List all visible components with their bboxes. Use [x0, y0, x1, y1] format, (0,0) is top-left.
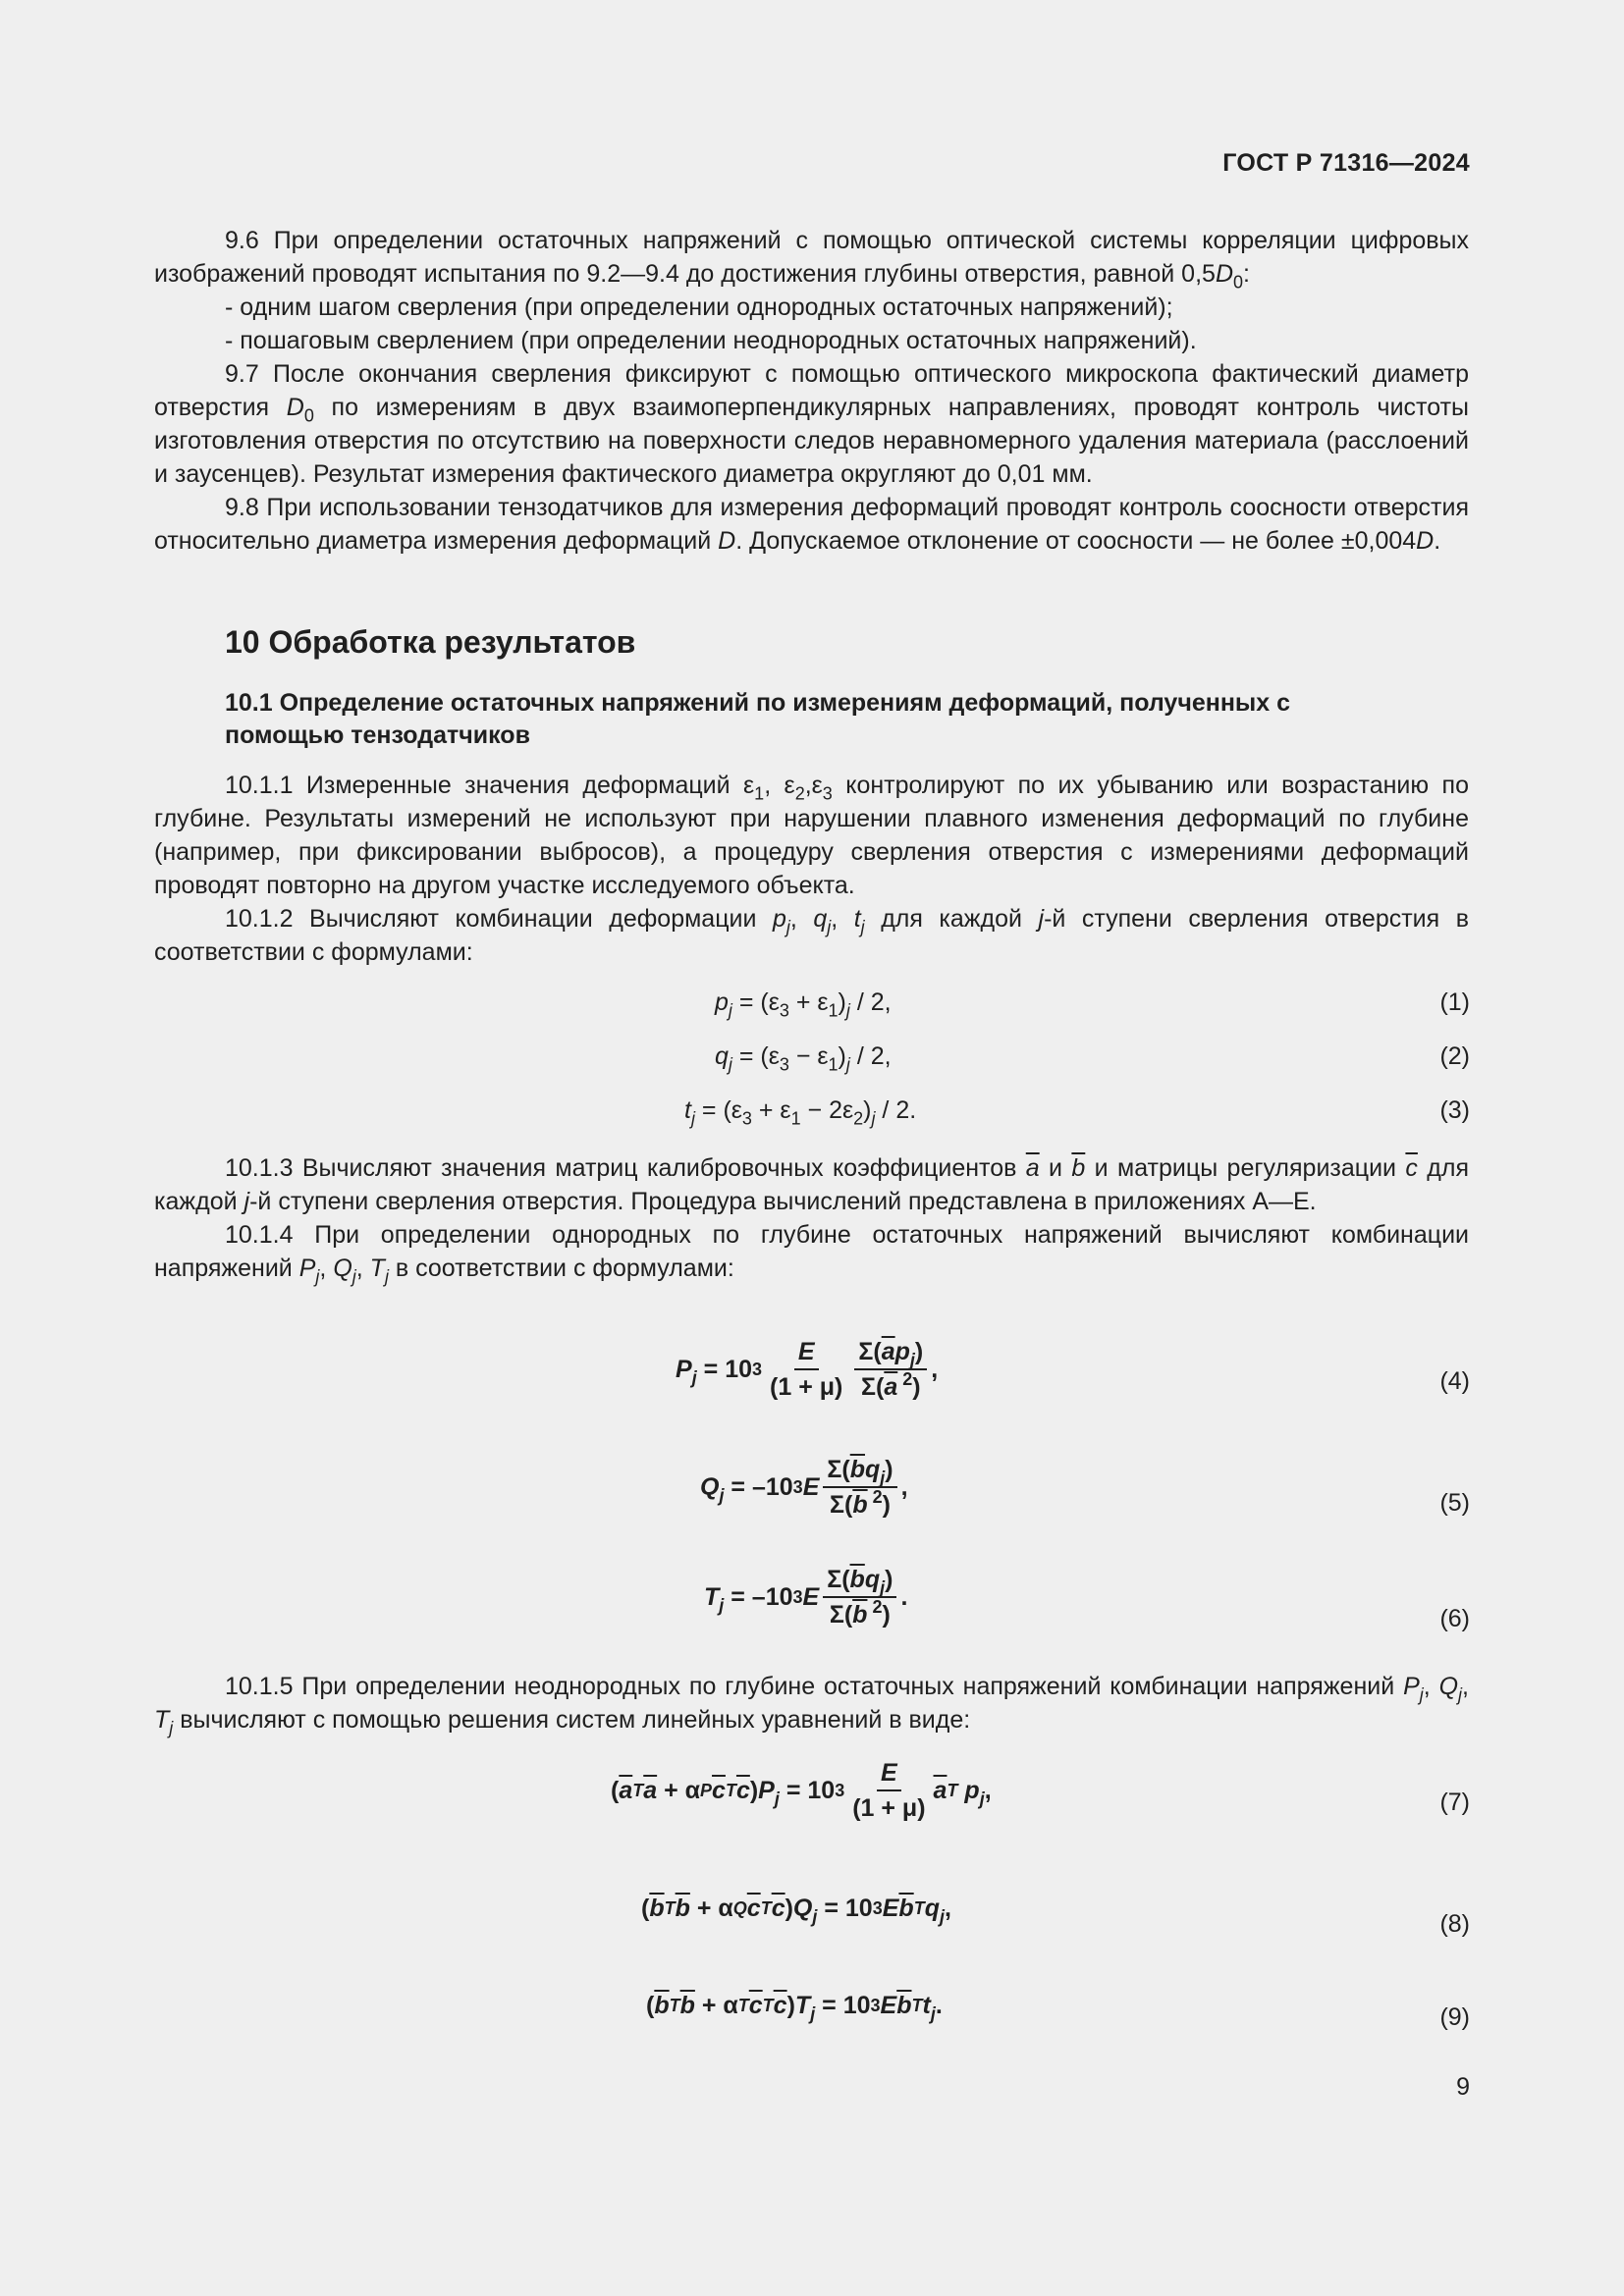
paragraph-10-1-1: 10.1.1 Измеренные значения деформаций $\varepsilon_1$, $\varepsilon_2,\varepsilon_3$ контролируют по их убыванию или возрастанию по глубине. Результаты измерений не используют при нарушении плавного изменения деформаций по глубине (например, при фиксировании выбросов), а процедуру сверления отверстия с измерениями деформаций проводят повторно на другом участке исследуемого объекта.: [154, 772, 1469, 899]
section-9-text: [154, 224, 1469, 558]
paragraph-10-1-2: 10.1.2 Вычисляют комбинации деформации $p_j$, $q_j$, $t_j$ для каждой j-й ступени сверления отверстия в соответствии с формулами:: [154, 905, 1469, 966]
bullet-item-1: - одним шагом сверления (при определении однородных остаточных напряжений);: [225, 294, 1173, 321]
section-heading: 10 Обработка результатов: [225, 624, 636, 660]
paragraph-10-1-4: 10.1.4 При определении однородных по глубине остаточных напряжений вычисляют комбинации напряжений $P_j$, $Q_j$, $T_j$ в соответствии с формулами:: [154, 1221, 1469, 1287]
bullet-item-2: - пошаговым сверлением (при определении неоднородных остаточных напряжений).: [225, 327, 1197, 354]
paragraph-10-1-3: 10.1.3 Вычисляют значения матриц калибровочных коэффициентов $\overline{a}$ и $\overline{b}$ и матрицы регуляризации $\overline{c}$ для каждой j-й ступени сверления отверстия. Процедура вычислений представлена в приложениях А—Е.: [154, 1154, 1469, 1215]
section-10-1-text: [154, 769, 1469, 969]
document-page: ГОСТ Р 71316—2024 9.6 При определении остаточных напряжений с помощью оптической системы корреляции цифровых изображений проводят испытания по 9.2—9.4 до достижения глубины отверстия, равной $0,5D_0$: - одним шагом сверления (при определении однородных остаточных напряжений); - пошаговым сверлением (при определении неоднородных остаточных напряжений). 9.7 После окончания сверления фиксируют с помощью оптического микроскопа фактический диаметр отверстия $D_0$ по измерениям в двух взаимоперпендикулярных направлениях, проводят контроль чистоты изготовления отверстия по отсутствию на поверхности следов неравномерного удаления материала (расслоений и заусенцев). Результат измерения фактического диаметра округляют до 0,01 мм. 9.8 При использовании тензодатчиков для измерения деформаций проводят контроль соосности отверстия относительно диаметра измерения деформаций D. Допускаемое отклонение от соосности — не более ±0,004D. 10 Обработка результатов 10.1 Определение остаточных напряжений по измерениям деформаций, полученных с помощью тензодатчиков 10.1.1 Измеренные значения деформаций $\varepsilon_1$, $\varepsilon_2,\varepsilon_3$ контролируют по их убыванию или возрастанию по глубине. Результаты измерений не используют при нарушении плавного изменения деформаций по глубине (например, при фиксировании выбросов), а процедуру сверления отверстия с измерениями деформаций проводят повторно на другом участке исследуемого объекта. 10.1.2 Вычисляют комбинации деформации $p_j$, $q_j$, $t_j$ для каждой j-й ступени сверления отверстия в соответствии с формулами: $p_j = (\varepsilon_3 + \varepsilon_1)_j / 2$, (1) $q_j = (\varepsilon_3 - \varepsilon_1)_j / 2$, (2) $t_j = (\varepsilon_3 + \varepsilon_1 - 2\varepsilon_2)_j / 2$. (3) 10.1.3 Вычисляют значения матриц калибровочных коэффициентов $\overline{a}$ и $\overline{b}$ и матрицы регуляризации $\overline{c}$ для каждой j-й ступени сверления отверстия. Процедура вычислений представлена в приложениях А—Е. 10.1.4 При определении однородных по глубине остаточных напряжений вычисляют комбинации напряжений $P_j$, $Q_j$, $T_j$ в соответствии с формулами: $P_j$ = 10 3 $\frac{E}{(1 + \mu)}$ $\frac{\Sigma(\overline{a}p_j)}{\Sigma(\overline{a} ^2)}$ , (4) $Q_j$ = –10 3 E $\frac{\Sigma(\overline{b}q_j)}{\Sigma(\overline{b} ^2)}$ , (5) $T_j$ = –10 3 E $\frac{\Sigma(\overline{b}q_j)}{\Sigma(\overline{b} ^2)}$ . (6) 10.1.5 При определении неоднородных по глубине остаточных напряжений комбинации напряжений $P_j$, $Q_j$, $T_j$ вычисляют с помощью решения систем линейных уравнений в виде: ( $\overline{a}$ T $\overline{a}$ + α P $\overline{c}$ T $\overline{c}$ ) $P_j$ = 10 3 $\frac{E}{(1 + \mu)}$ $\overline{a}$ T $p_j$ , (7) ( $\overline{b}$ T $\overline{b}$ + α Q $\overline{c}$ T $\overline{c}$ ) $Q_j$ = 10 3 E $\overline{b}$ T $q_j$ , (8) ( $\overline{b}$ T $\overline{b}$ + α T $\overline{c}$ T $\overline{c}$ ) $T_j$ = 10 3 E $\overline{b}$ T $t_j$ . (9) 9: [154, 149, 1470, 2101]
paragraph-9-8: 9.8 При использовании тензодатчиков для измерения деформаций проводят контроль соосности отверстия относительно диаметра измерения деформаций D. Допускаемое отклонение от соосности — не более ±0,004D.: [154, 494, 1469, 555]
formula-number: (6): [1439, 1605, 1470, 1632]
formula-number: (5): [1439, 1489, 1470, 1517]
formula-number: (4): [1439, 1367, 1470, 1395]
document-header: ГОСТ Р 71316—2024: [1222, 149, 1470, 177]
page-number: 9: [1456, 2073, 1470, 2101]
subsection-heading: 10.1 Определение остаточных напряжений по измерениям деформаций, полученных с помощью тензодатчиков: [225, 689, 1291, 749]
formula-number: (8): [1439, 1910, 1470, 1938]
paragraph-9-6: 9.6 При определении остаточных напряжений с помощью оптической системы корреляции цифровых изображений проводят испытания по 9.2—9.4 до достижения глубины отверстия, равной $0,5D_0$:: [154, 227, 1469, 293]
formula-number: (7): [1439, 1789, 1470, 1816]
paragraph-9-7: 9.7 После окончания сверления фиксируют с помощью оптического микроскопа фактический диаметр отверстия $D_0$ по измерениям в двух взаимоперпендикулярных направлениях, проводят контроль чистоты изготовления отверстия по отсутствию на поверхности следов неравномерного удаления материала (расслоений и заусенцев). Результат измерения фактического диаметра округляют до 0,01 мм.: [154, 360, 1469, 488]
formula-number: (3): [1439, 1096, 1470, 1124]
formula-number: (9): [1439, 2003, 1470, 2031]
formula-number: (2): [1439, 1042, 1470, 1070]
section-10-1-5-text: [154, 1670, 1469, 1736]
formula-number: (1): [1439, 988, 1470, 1016]
paragraph-10-1-5: 10.1.5 При определении неоднородных по глубине остаточных напряжений комбинации напряжений $P_j$, $Q_j$, $T_j$ вычисляют с помощью решения систем линейных уравнений в виде:: [154, 1673, 1469, 1738]
section-10-1-3-text: [154, 1151, 1469, 1285]
